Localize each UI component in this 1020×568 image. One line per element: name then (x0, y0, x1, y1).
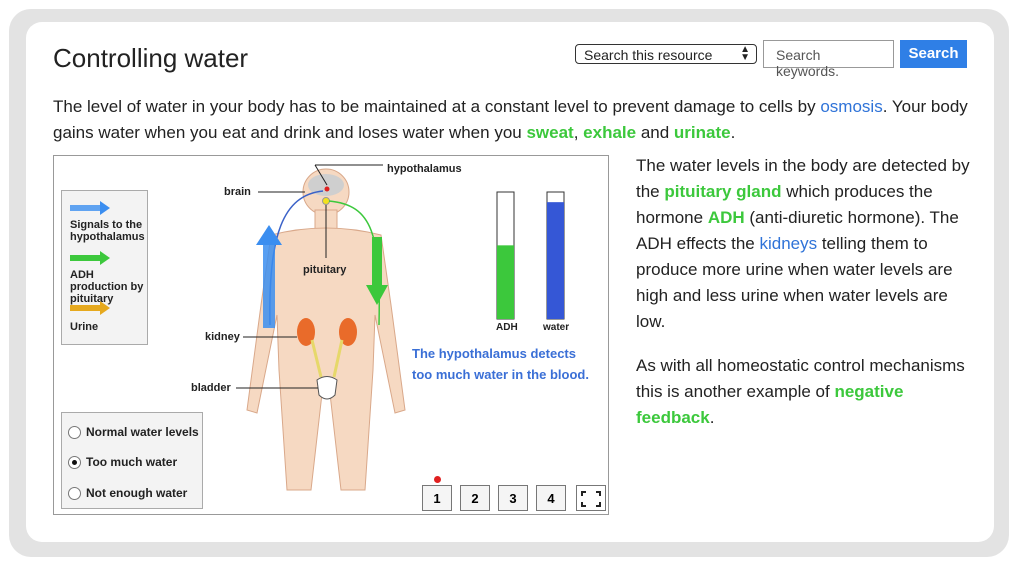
search-input[interactable]: Search keywords. (763, 40, 894, 68)
kidneys-link[interactable]: kidneys (759, 234, 818, 253)
step-1-button[interactable]: 1 (422, 485, 452, 511)
condition-options (61, 412, 203, 509)
fullscreen-icon (581, 491, 601, 507)
adh-bar-label: ADH (496, 322, 518, 333)
legend-signal-arrow-icon (70, 201, 110, 215)
pituitary-dot (323, 198, 330, 205)
brain-label: brain (224, 186, 251, 198)
page-title: Controlling water (53, 43, 249, 73)
option-normal[interactable]: Normal water levels (68, 425, 199, 439)
legend-box (61, 190, 148, 345)
adh-arrow-body (372, 237, 382, 287)
pituitary-gland-link[interactable]: pituitary gland (664, 182, 782, 201)
sweat-link[interactable]: sweat (526, 123, 574, 142)
search-scope-select[interactable] (575, 44, 757, 64)
legend-adh-text: ADH production by pituitary (70, 269, 144, 305)
radio-circle-icon[interactable] (68, 487, 81, 500)
negative-feedback-link[interactable]: negative feedback (636, 382, 904, 427)
option-not-enough[interactable]: Not enough water (68, 486, 187, 500)
step-2-button[interactable]: 2 (460, 485, 490, 511)
water-bar-label: water (543, 322, 570, 333)
kidney-label: kidney (205, 331, 240, 343)
option-too-much[interactable]: Too much water (68, 455, 177, 469)
bladder-shape (317, 377, 337, 400)
step-3-button[interactable]: 3 (498, 485, 528, 511)
intro-text: The level of water in your body has to be maintained at a constant level to prevent damage to cells by osmosis. Your body gains water when you eat and drink and loses water when you sweat, exhale and urinate. (53, 97, 968, 142)
signal-arrow-body (263, 243, 275, 328)
hypothalamus-label: hypothalamus (387, 163, 462, 175)
urinate-link[interactable]: urinate (673, 123, 731, 142)
current-step-indicator-icon (434, 476, 441, 483)
osmosis-link[interactable]: osmosis (820, 97, 883, 116)
search-scope-value: Search this resource (584, 47, 713, 63)
water-bar-fill (547, 202, 564, 319)
bladder-label: bladder (191, 382, 231, 394)
legend-urine-text: Urine (70, 321, 99, 333)
side-text: The water levels in the body are detected by the pituitary gland which produces the hormone ADH (anti-diuretic hormone). The ADH effects the kidneys telling them to produce more urine when water levels are high and less urine when water levels are low. As with all homeostatic control mechanisms this is another example of negative feedback. (636, 156, 970, 427)
adh-bar-fill (497, 245, 514, 319)
legend-signals-text: Signals to the hypothalamus (70, 219, 145, 243)
status-message: The hypothalamus detects too much water in the blood. (412, 346, 589, 382)
legend-adh-arrow-icon (70, 251, 110, 265)
radio-circle-icon[interactable] (68, 426, 81, 439)
step-4-button[interactable]: 4 (536, 485, 566, 511)
radio-selected-icon[interactable] (68, 456, 81, 469)
fullscreen-button[interactable] (576, 485, 606, 511)
select-arrows-icon: ▲ ▼ (740, 44, 750, 63)
hypothalamus-dot (325, 187, 330, 192)
pituitary-label: pituitary (303, 264, 347, 276)
search-button[interactable]: Search (900, 40, 967, 68)
exhale-link[interactable]: exhale (583, 123, 637, 142)
adh-link[interactable]: ADH (707, 208, 745, 227)
